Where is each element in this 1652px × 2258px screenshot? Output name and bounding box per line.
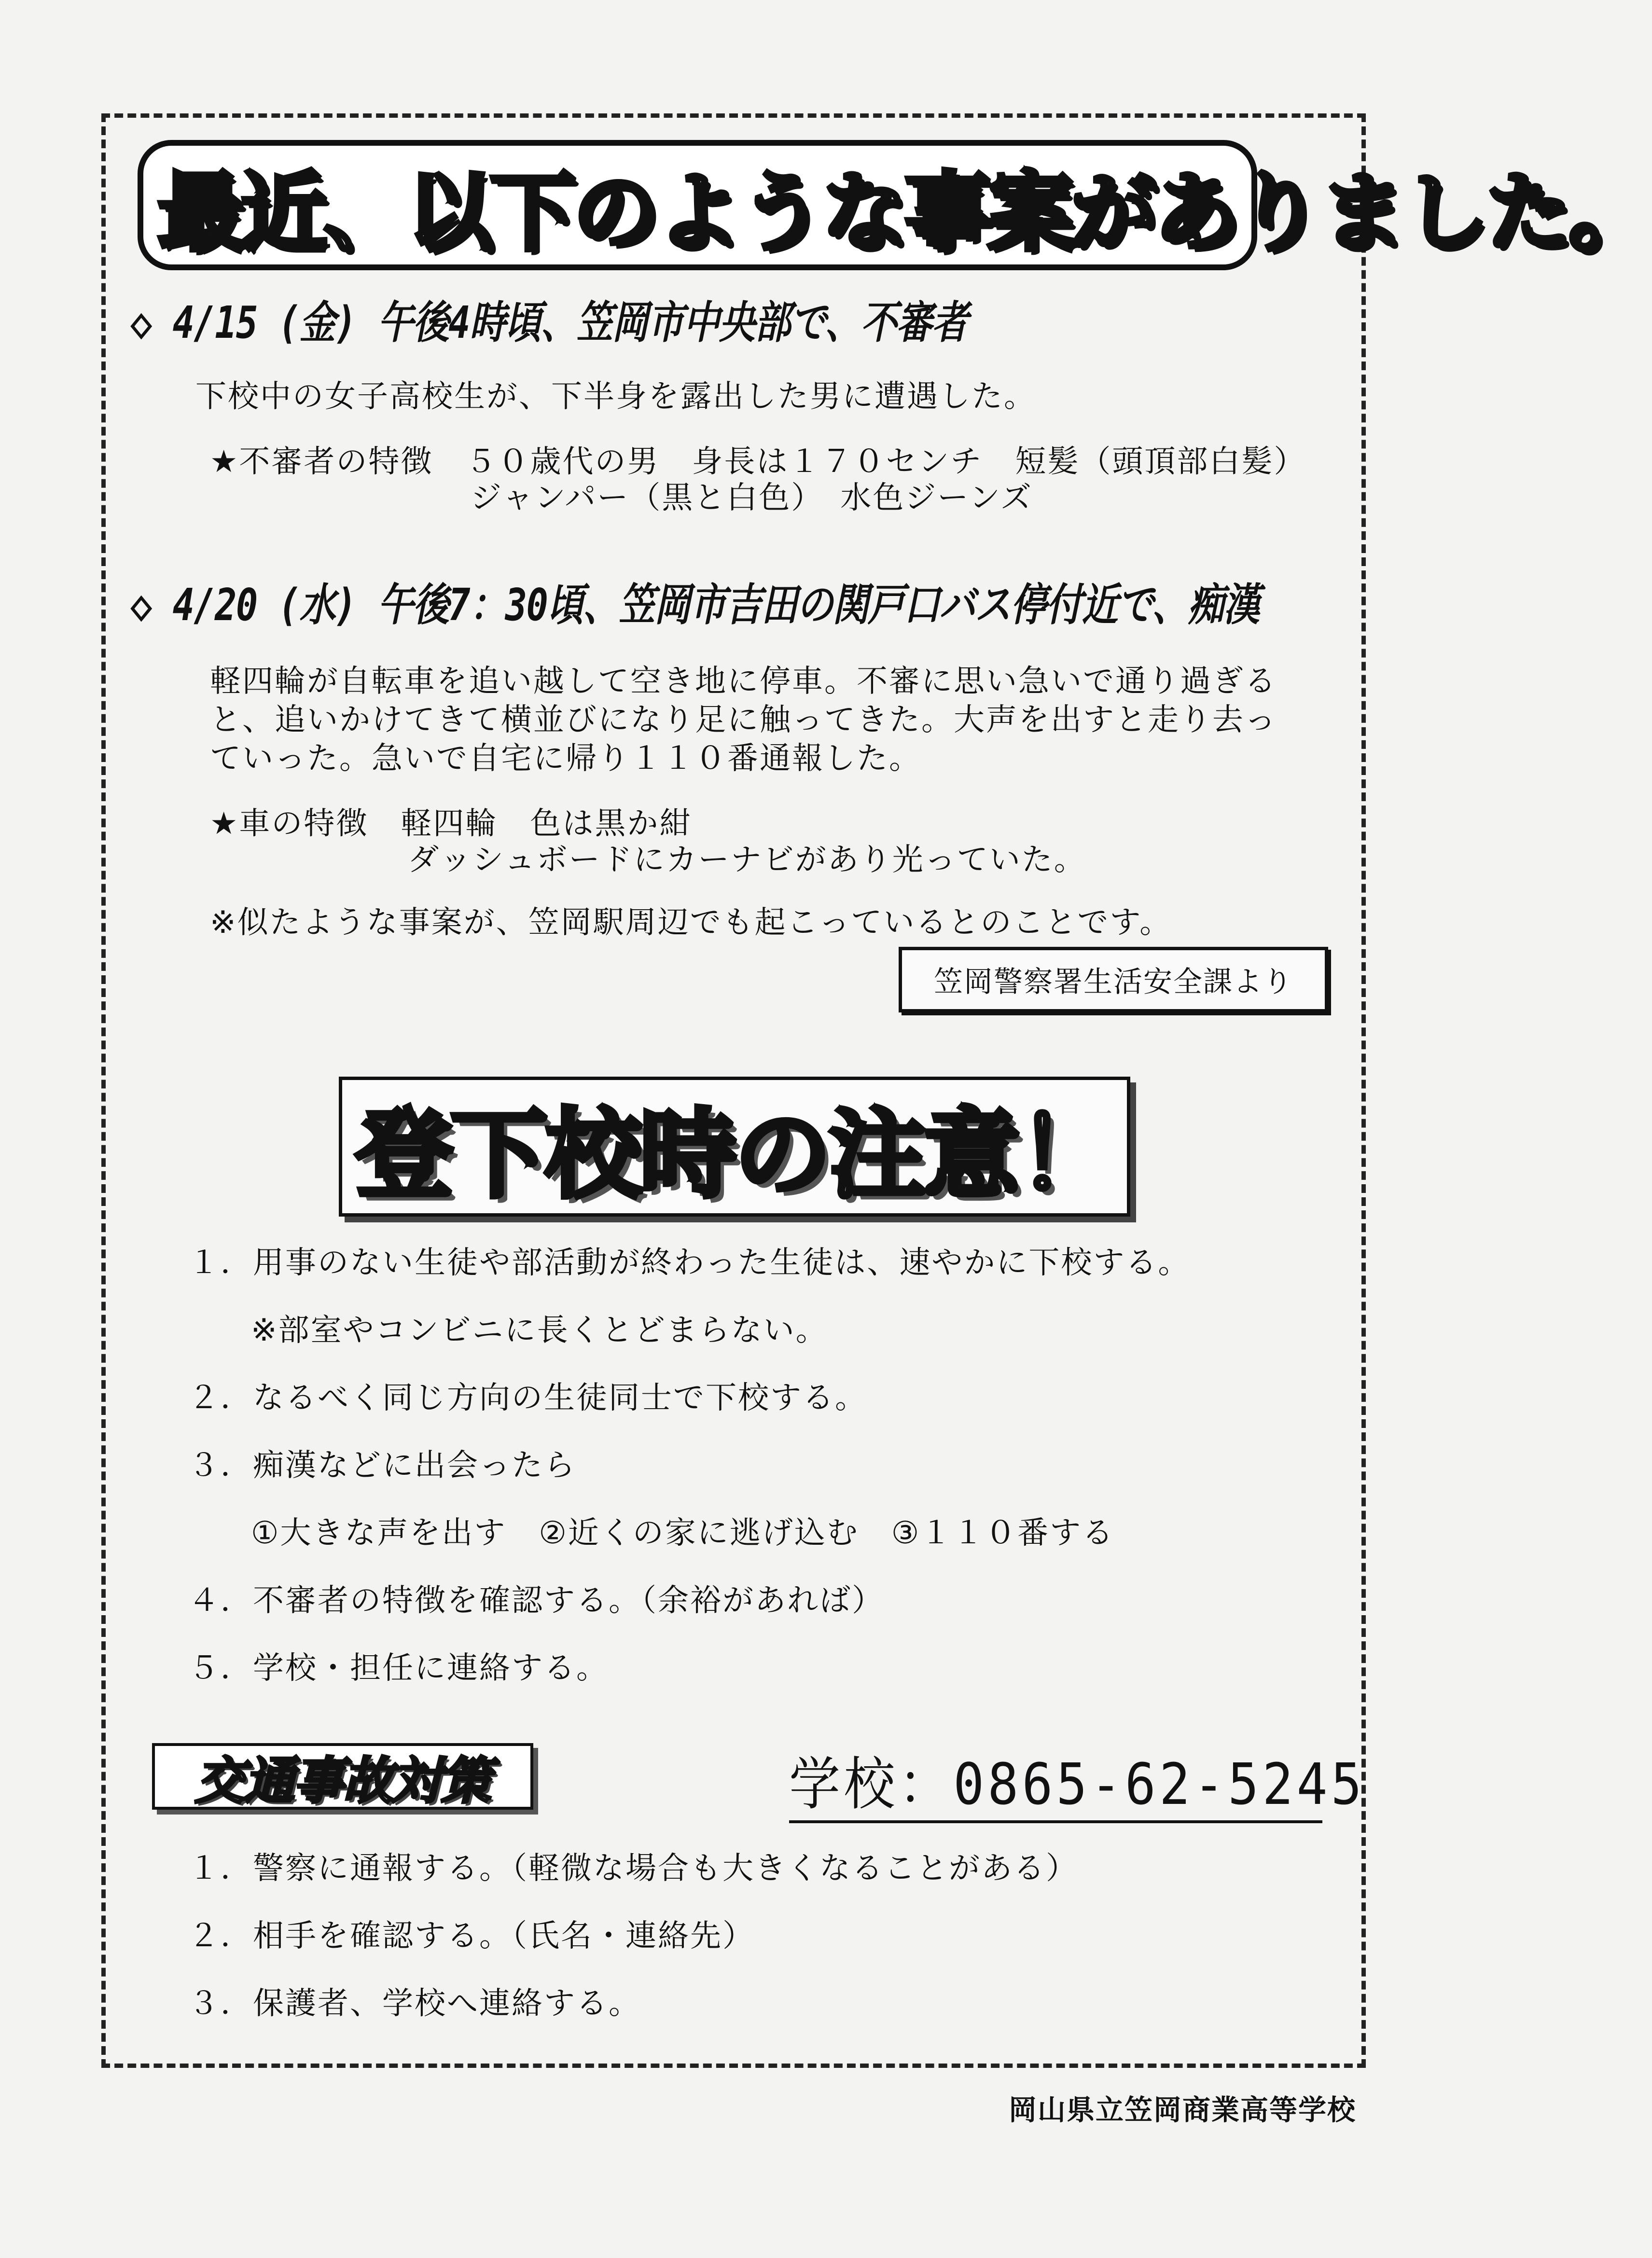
incident2-car-line1: ★車の特徴 軽四輪 色は黒か紺 <box>210 806 692 842</box>
incident2-body-line1: 軽四輪が自転車を追い越して空き地に停車。不審に思い急いで通り過ぎる <box>210 664 1277 699</box>
caution-title: 登下校時の注意！ <box>356 1098 1113 1211</box>
phone-underline <box>789 1820 1322 1823</box>
caution-item-2: ２．なるべく同じ方向の生徒同士で下校する。 <box>188 1380 867 1416</box>
traffic-title-box <box>152 1743 533 1810</box>
school-name-footer: 岡山県立笠岡商業高等学校 <box>1009 2093 1357 2126</box>
incident1-body: 下校中の女子高校生が、下半身を露出した男に遭遇した。 <box>195 379 1036 415</box>
incident2-heading: ◇ 4/20 (水) 午後7：30頃、笠岡市吉田の関戸口バス停付近で、痴漢 <box>130 579 1259 631</box>
police-source-label: 笠岡警察署生活安全課より <box>934 965 1293 999</box>
caution-item-4: ４．不審者の特徴を確認する。（余裕があれば） <box>188 1583 884 1619</box>
police-source-box <box>899 947 1328 1012</box>
incident2-body-line3: ていった。急いで自宅に帰り１１０番通報した。 <box>210 741 921 776</box>
title-banner <box>138 140 1652 270</box>
incident2-note: ※似たような事案が、笠岡駅周辺でも起こっているとのことです。 <box>210 905 1172 941</box>
traffic-item-3: ３．保護者、学校へ連絡する。 <box>188 1986 641 2022</box>
caution-item-3: ３．痴漢などに出会ったら <box>188 1448 576 1483</box>
caution-item-1-note: ※部室やコンビニに長くとどまらない。 <box>251 1313 828 1348</box>
traffic-title: 交通事故対策 <box>194 1751 490 1810</box>
incident2-car-line2: ダッシュボードにカーナビがあり光っていた。 <box>408 842 1086 878</box>
school-phone-number: 学校：0865-62-5245 <box>789 1751 1365 1817</box>
incident1-feature-line1: ★不審者の特徴 ５０歳代の男 身長は１７０センチ 短髪（頭頂部白髪） <box>210 444 1306 480</box>
incident2-body-line2: と、追いかけてきて横並びになり足に触ってきた。大声を出すと走り去っ <box>210 702 1277 738</box>
incident1-feature-line2: ジャンパー（黒と白色） 水色ジーンズ <box>471 480 1033 516</box>
traffic-item-1: １．警察に通報する。（軽微な場合も大きくなることがある） <box>188 1851 1078 1886</box>
traffic-item-2: ２．相手を確認する。（氏名・連絡先） <box>188 1918 755 1954</box>
banner-title: 最近、以下のような事案がありました。 <box>158 163 1652 263</box>
incident1-heading: ◇ 4/15 (金) 午後4時頃、笠岡市中央部で、不審者 <box>130 297 968 348</box>
caution-item-3-actions: ①大きな声を出す ②近くの家に逃げ込む ③１１０番する <box>251 1515 1115 1551</box>
caution-item-5: ５．学校・担任に連絡する。 <box>188 1650 609 1686</box>
caution-title-box <box>339 1077 1130 1217</box>
caution-item-1: １．用事のない生徒や部活動が終わった生徒は、速やかに下校する。 <box>188 1245 1191 1281</box>
